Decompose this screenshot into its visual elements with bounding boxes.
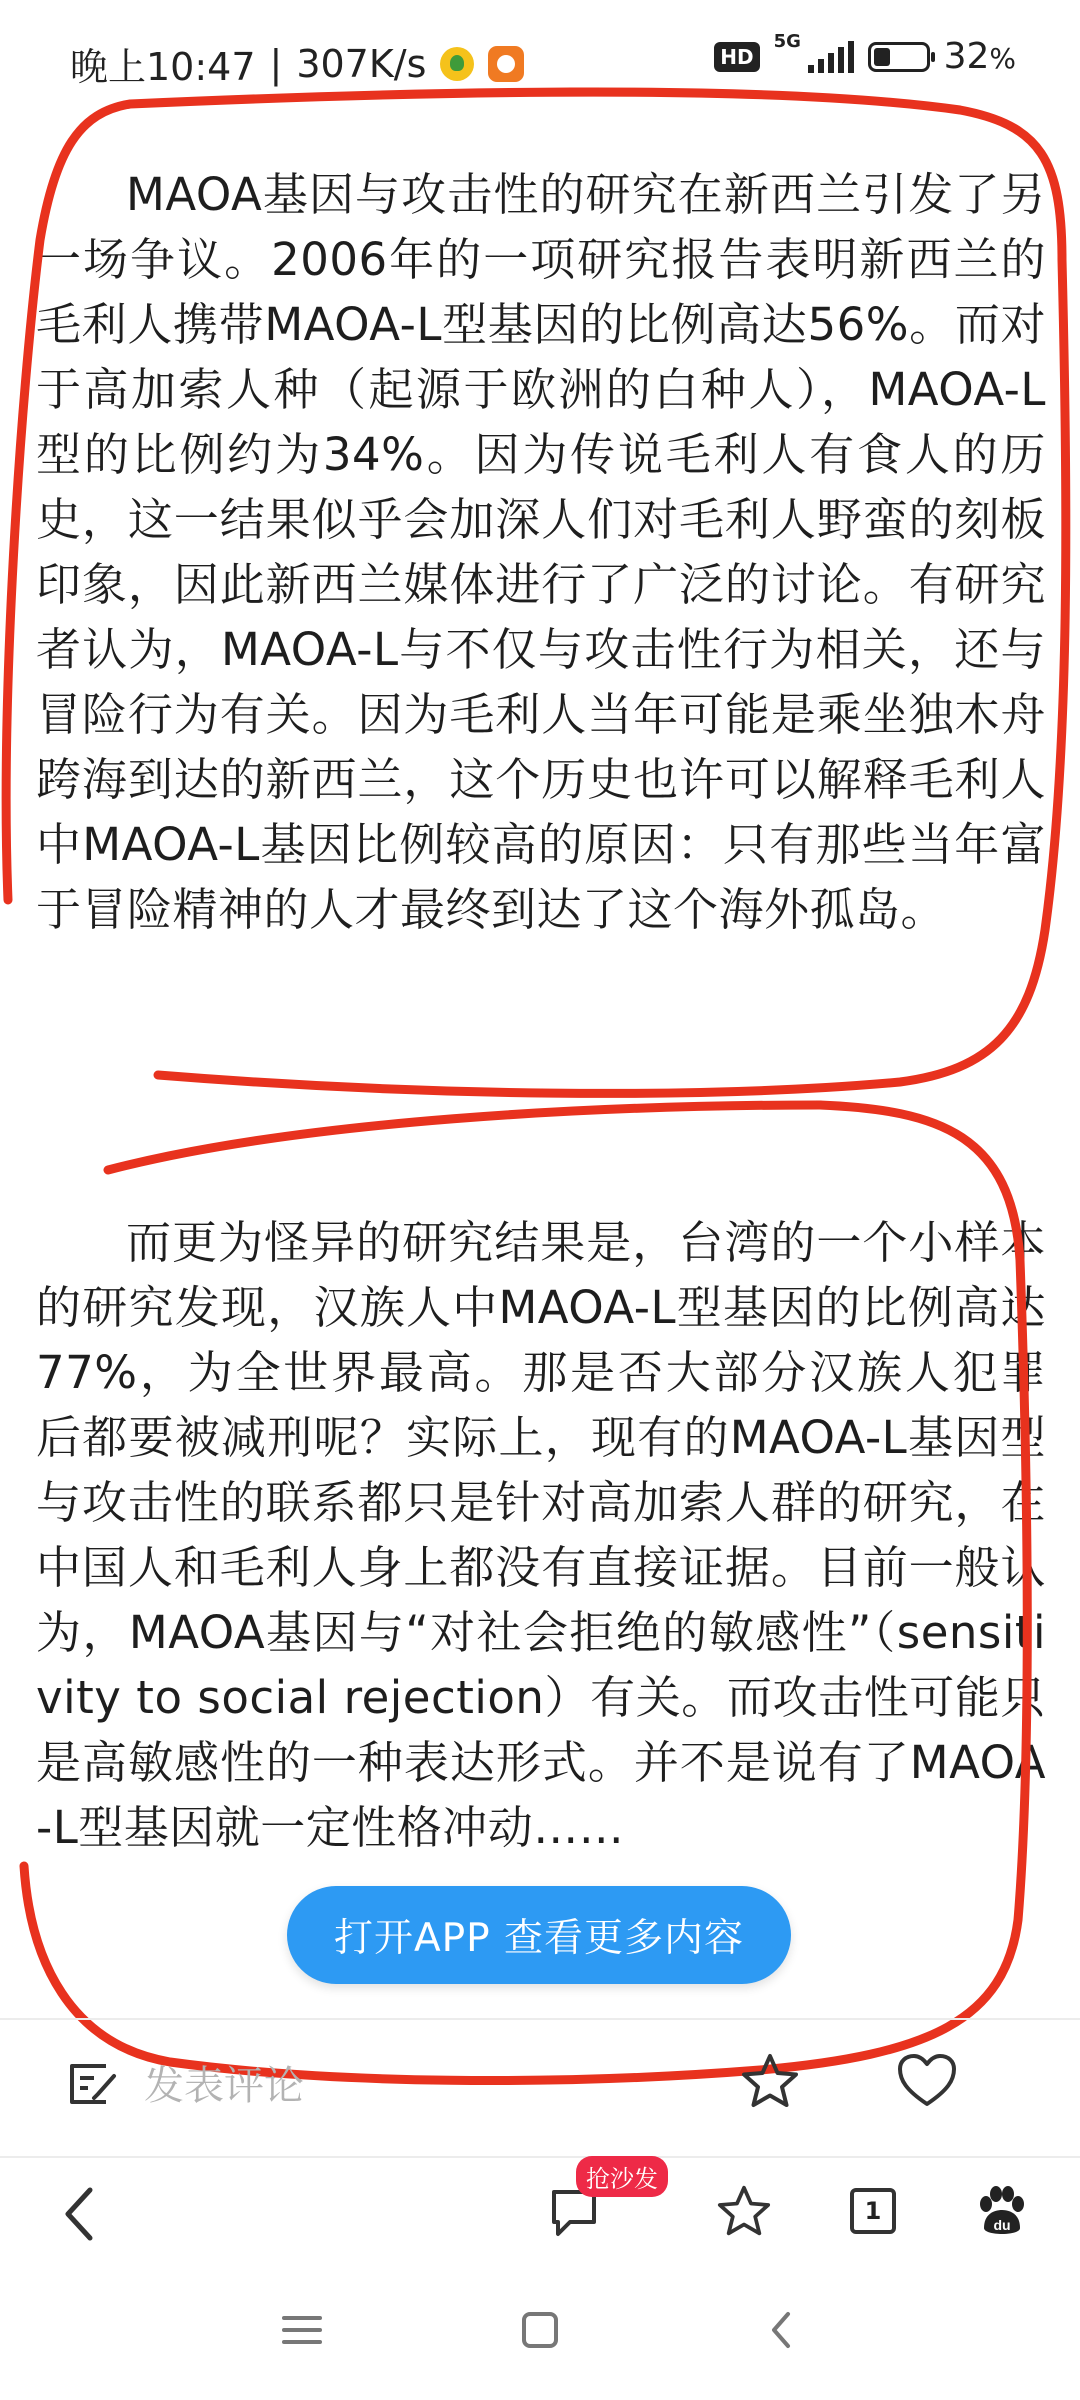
system-nav-bar (0, 2280, 1080, 2400)
annotation-stroke-2 (108, 1105, 820, 1170)
tab-count: 1 (864, 2197, 882, 2225)
status-net-speed: 307K/s (296, 41, 427, 86)
comment-bar (0, 2022, 1080, 2152)
article-paragraph-1: MAOA基因与攻击性的研究在新西兰引发了另一场争议。2006年的一项研究报告表明新西兰的毛利人携带MAOA-L型基因的比例高达56%。而对于高加索人种（起源于欧洲的白种人），MAOA-L型的比例约为34%。因为传说毛利人有食人的历史，这一结果似乎会加深人们对毛利人野蛮的刻板印象，因此新西兰媒体进行了广泛的讨论。有研究者认为，MAOA-L与不仅与攻击性行为相关，还与冒险行为有关。因为毛利人当年可能是乘坐独木舟跨海到达的新西兰，这个历史也许可以解释毛利人中MAOA-L基因比例较高的原因：只有那些当年富于冒险精神的人才最终到达了这个海外孤岛。 (36, 168, 1046, 936)
comment-input[interactable] (66, 2054, 304, 2111)
status-right (714, 30, 1016, 77)
divider-2 (0, 2156, 1080, 2158)
battery-level (874, 48, 890, 66)
open-app-button[interactable]: 打开APP 查看更多内容 (287, 1886, 791, 1984)
status-bar (0, 0, 1080, 120)
star-icon[interactable] (740, 2052, 800, 2110)
tabs-icon[interactable] (850, 2188, 896, 2234)
hd-icon: HD (714, 42, 759, 72)
back-icon[interactable] (60, 2184, 100, 2244)
status-time: 晚上10:47 (70, 45, 256, 89)
status-separator: | (269, 41, 283, 86)
app-notification-icon (440, 47, 474, 81)
divider (0, 2018, 1080, 2020)
back-icon[interactable] (762, 2310, 802, 2350)
app-notification-icon-2 (488, 46, 524, 82)
signal-icon (773, 30, 854, 73)
home-icon[interactable] (520, 2310, 560, 2350)
comment-placeholder: 发表评论 (144, 2063, 304, 2109)
battery-icon (868, 42, 930, 72)
comment-badge: 抢沙发 (576, 2156, 668, 2197)
network-type: 5G (773, 30, 801, 52)
baidu-paw-icon[interactable] (974, 2184, 1030, 2240)
battery-percent: 32% (943, 36, 1016, 77)
svg-text:du: du (993, 2217, 1011, 2233)
edit-icon (66, 2058, 120, 2108)
article-paragraph-2: 而更为怪异的研究结果是，台湾的一个小样本的研究发现，汉族人中MAOA-L型基因的比例高达77%，为全世界最高。那是否大部分汉族人犯罪后都要被减刑呢？实际上，现有的MAOA-L基因型与攻击性的联系都只是针对高加索人群的研究，在中国人和毛利人身上都没有直接证据。目前一般认为，MAOA基因与“对社会拒绝的敏感性”（sensitivity to social rejection）有关。而攻击性可能只是高敏感性的一种表达形式。并不是说有了MAOA-L型基因就一定性格冲动…… (36, 1216, 1046, 1854)
favorite-icon[interactable] (716, 2184, 772, 2238)
heart-icon[interactable] (896, 2052, 958, 2108)
status-left (70, 36, 524, 91)
browser-toolbar (0, 2162, 1080, 2272)
menu-icon[interactable] (282, 2310, 322, 2350)
